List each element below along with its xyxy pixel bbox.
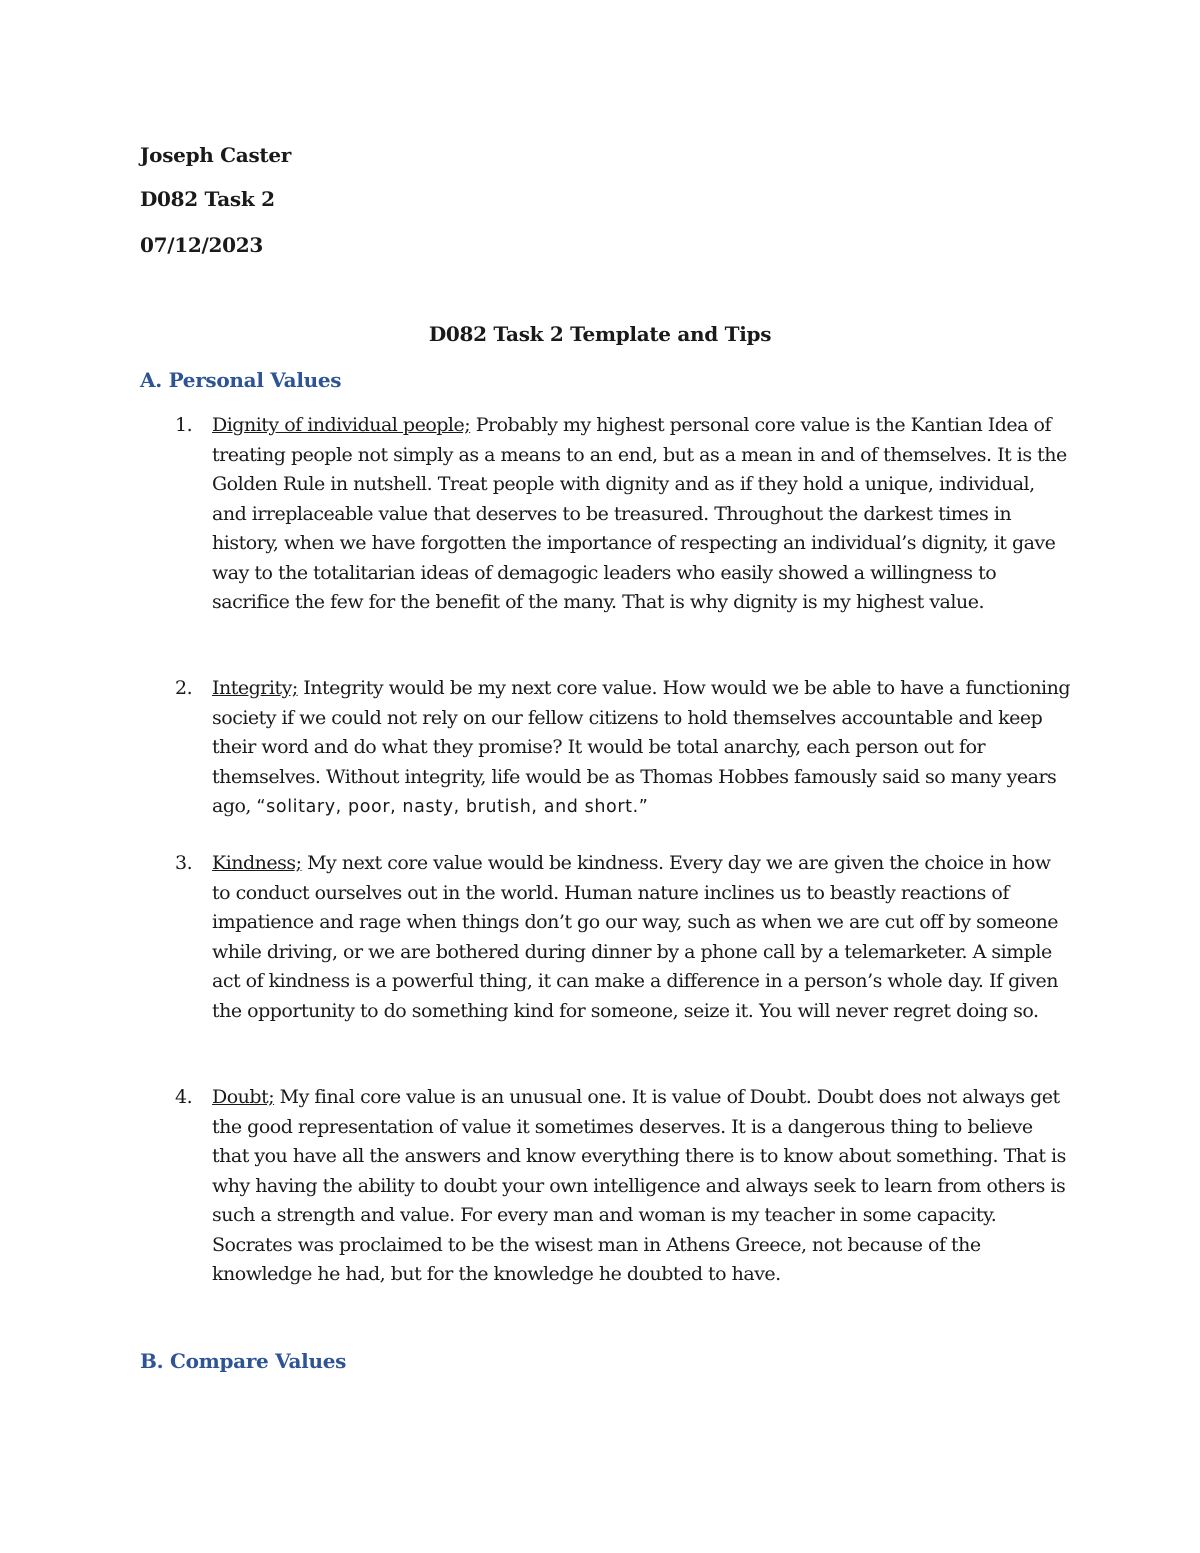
author-name: Joseph Caster (140, 143, 292, 167)
value-term: Dignity of individual people; (212, 414, 471, 436)
list-number: 1. (175, 414, 193, 436)
list-item-body (212, 411, 1072, 618)
list-item-body (212, 674, 1072, 823)
list-number: 3. (175, 852, 193, 874)
hobbes-quote: “solitary, poor, nasty, brutish, and short.” (256, 797, 649, 817)
section-letter: A. (140, 368, 162, 392)
list-number: 2. (175, 677, 193, 699)
value-description: Integrity would be my next core value. How would we be able to have a functioning society if we could not rely on our fellow citizens to hold themselves accountable and keep their word and do what they promise? It would be total anarchy, each person out for themselves. Without integrity, life would be as Thomas Hobbes famously said so many years ago, (212, 677, 1071, 817)
list-item-body (212, 849, 1072, 1026)
section-letter: B. (140, 1349, 164, 1373)
value-description: My final core value is an unusual one. It is value of Doubt. Doubt does not always get the good representation of value it sometimes deserves. It is a dangerous thing to believe that you have all the answers and know everything there is to know about something. That is why having the ability to doubt your own intelligence and always seek to learn from others is such a strength and value. For every man and woman is my teacher in some capacity. Socrates was proclaimed to be the wisest man in Athens Greece, not because of the knowledge he had, but for the knowledge he doubted to have. (212, 1086, 1066, 1285)
list-number: 4. (175, 1086, 193, 1108)
value-term: Integrity; (212, 677, 298, 699)
value-description: Probably my highest personal core value is the Kantian Idea of treating people not simply as a means to an end, but as a mean in and of themselves. It is the Golden Rule in nutshell. Treat people with dignity and as if they hold a unique, individual, and irreplaceable value that deserves to be treasured. Throughout the darkest times in history, when we have forgotten the importance of respecting an individual’s dignity, it gave way to the totalitarian ideas of demagogic leaders who easily showed a willingness to sacrifice the few for the benefit of the many. That is why dignity is my highest value. (212, 414, 1067, 613)
value-description: My next core value would be kindness. Every day we are given the choice in how to conduct ourselves out in the world. Human nature inclines us to beastly reactions of impatience and rage when things don’t go our way, such as when we are cut off by someone while driving, or we are bothered during dinner by a phone call by a telemarketer. A simple act of kindness is a powerful thing, it can make a difference in a person’s whole day. If given the opportunity to do something kind for someone, seize it. You will never regret doing so. (212, 852, 1059, 1022)
value-term: Kindness; (212, 852, 302, 874)
section-title: Personal Values (168, 368, 342, 392)
section-heading-compare-values (140, 1349, 346, 1373)
list-item-body (212, 1083, 1072, 1290)
document-date: 07/12/2023 (140, 233, 263, 257)
value-term: Doubt; (212, 1086, 275, 1108)
section-title: Compare Values (169, 1349, 347, 1373)
section-heading-personal-values (140, 368, 341, 392)
document-title: D082 Task 2 Template and Tips (428, 322, 772, 346)
course-title: D082 Task 2 (140, 187, 275, 211)
